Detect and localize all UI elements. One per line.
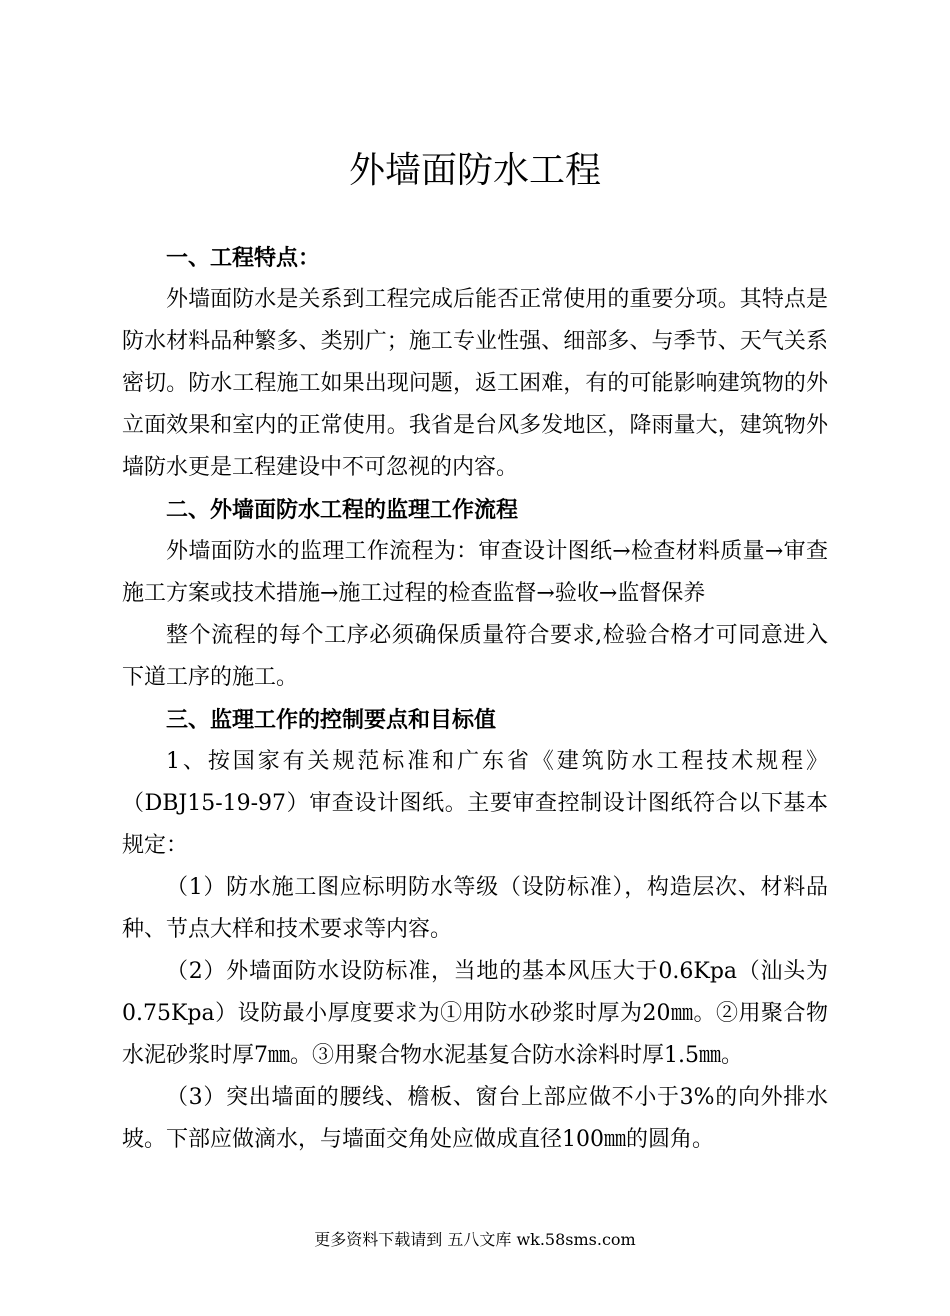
paragraph-item-1: 1、按国家有关规范标准和广东省《建筑防水工程技术规程》（DBJ15-19-97）审查设计图纸。主要审查控制设计图纸符合以下基本规定： [122, 749, 828, 858]
document-body [122, 237, 828, 1161]
page-title: 外墙面防水工程 [348, 150, 601, 191]
paragraph-workflow-note: 整个流程的每个工序必须确保质量符合要求,检验合格才可同意进入下道工序的施工。 [122, 623, 828, 690]
section-heading-control-points: 三、监理工作的控制要点和目标值 [166, 707, 497, 733]
paragraph-features: 外墙面防水是关系到工程完成后能否正常使用的重要分项。其特点是防水材料品种繁多、类别广；施工专业性强、细部多、与季节、天气关系密切。防水工程施工如果出现问题，返工困难，有的可能影响建筑物的外立面效果和室内的正常使用。我省是台风多发地区，降雨量大，建筑物外墙防水更是工程建设中不可忽视的内容。 [122, 287, 828, 480]
section-heading-features: 一、工程特点： [166, 245, 321, 271]
footer-text: 更多资料下载请到 五八文库 wk.58sms.com [314, 1230, 636, 1249]
section-heading-workflow: 二、外墙面防水工程的监理工作流程 [166, 497, 519, 523]
paragraph-subitem-3: （3）突出墙面的腰线、檐板、窗台上部应做不小于3%的向外排水坡。下部应做滴水，与墙面交角处应做成直径100㎜的圆角。 [122, 1085, 828, 1152]
paragraph-subitem-2: （2）外墙面防水设防标准，当地的基本风压大于0.6Kpa（汕头为0.75Kpa）设防最小厚度要求为①用防水砂浆时厚为20㎜。②用聚合物水泥砂浆时厚7㎜。③用聚合物水泥基复合防水涂料时厚1.5㎜。 [122, 959, 828, 1068]
paragraph-workflow: 外墙面防水的监理工作流程为：审查设计图纸→检查材料质量→审查施工方案或技术措施→施工过程的检查监督→验收→监督保养 [122, 539, 828, 606]
paragraph-subitem-1: （1）防水施工图应标明防水等级（设防标准），构造层次、材料品种、节点大样和技术要求等内容。 [122, 875, 828, 942]
